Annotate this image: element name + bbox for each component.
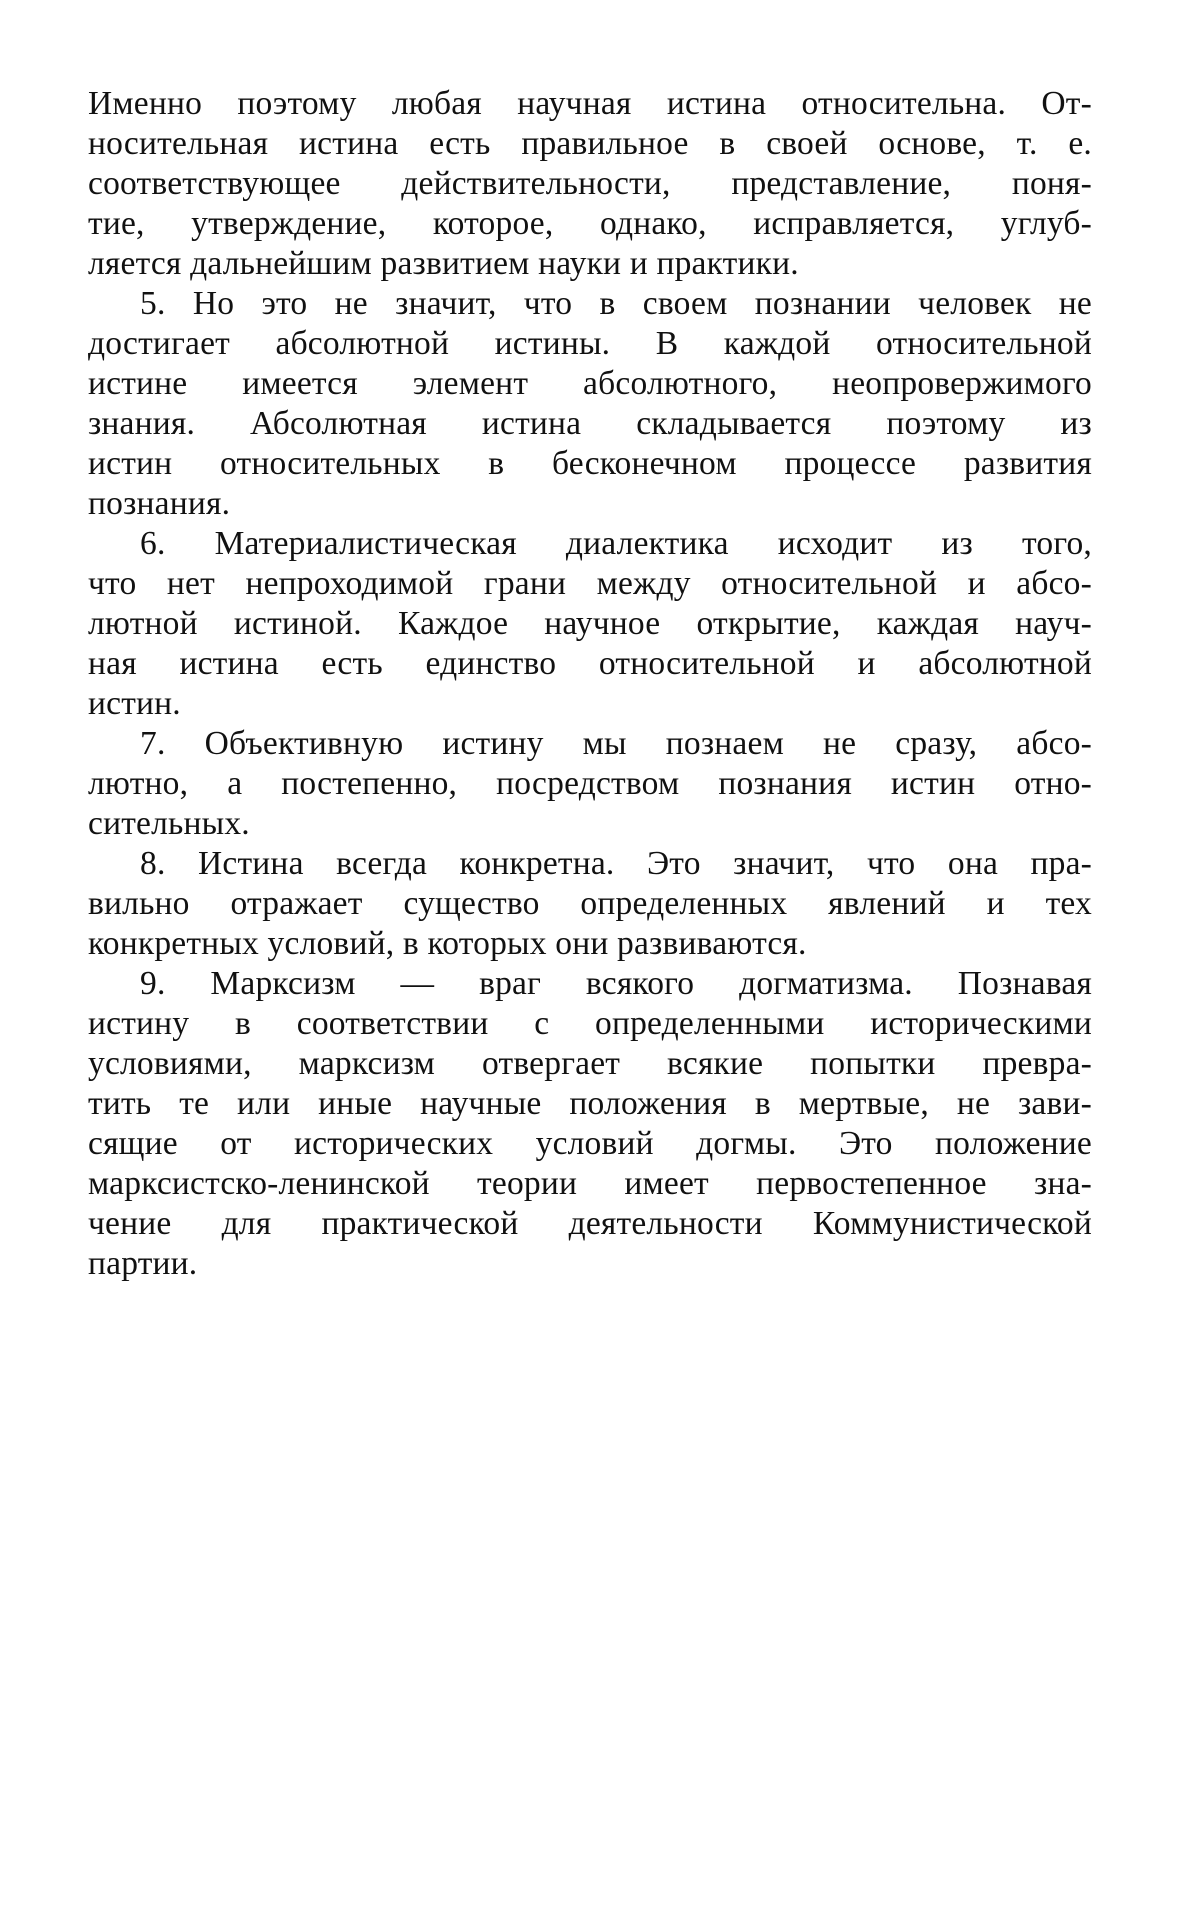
text-line: познания.: [88, 485, 231, 522]
text-line: чение для практической деятельности Коммунистической: [88, 1205, 1092, 1242]
text-line: партии.: [88, 1245, 198, 1282]
text-line: что нет непроходимой грани между относительной и абсо-: [88, 565, 1092, 602]
text-line: тие, утверждение, которое, однако, исправляется, углуб-: [88, 205, 1092, 242]
text-line: сительных.: [88, 805, 250, 842]
text-line: 5. Но это не значит, что в своем познании человек не: [140, 285, 1092, 322]
text-line: сящие от исторических условий догмы. Это положение: [88, 1125, 1092, 1162]
paragraph-6: [88, 524, 1092, 724]
paragraph-continuation: [88, 84, 1092, 284]
text-line: 6. Материалистическая диалектика исходит из того,: [140, 525, 1092, 562]
text-line: носительная истина есть правильное в своей основе, т. е.: [88, 125, 1092, 162]
paragraph-8: [88, 844, 1092, 964]
text-line: ляется дальнейшим развитием науки и практики.: [88, 245, 799, 282]
text-line: условиями, марксизм отвергает всякие попытки превра-: [88, 1045, 1092, 1082]
text-line: вильно отражает существо определенных явлений и тех: [88, 885, 1092, 922]
text-line: лютной истиной. Каждое научное открытие, каждая науч-: [88, 605, 1092, 642]
text-line: знания. Абсолютная истина складывается поэтому из: [88, 405, 1092, 442]
text-line: ная истина есть единство относительной и абсолютной: [88, 645, 1092, 682]
text-line: 9. Марксизм — враг всякого догматизма. Познавая: [140, 965, 1092, 1002]
text-line: достигает абсолютной истины. В каждой относительной: [88, 325, 1092, 362]
text-line: истин.: [88, 685, 181, 722]
paragraph-7: [88, 724, 1092, 844]
text-line: Именно поэтому любая научная истина относительна. От-: [88, 85, 1092, 122]
text-line: истин относительных в бесконечном процессе развития: [88, 445, 1092, 482]
book-page: [88, 84, 1092, 1284]
text-line: 7. Объективную истину мы познаем не сразу, абсо-: [140, 725, 1092, 762]
text-line: соответствующее действительности, представление, поня-: [88, 165, 1092, 202]
text-line: истину в соответствии с определенными историческими: [88, 1005, 1092, 1042]
paragraph-5: [88, 284, 1092, 524]
text-line: конкретных условий, в которых они развиваются.: [88, 925, 807, 962]
paragraph-9: [88, 964, 1092, 1284]
text-line: истине имеется элемент абсолютного, неопровержимого: [88, 365, 1092, 402]
text-line: марксистско-ленинской теории имеет первостепенное зна-: [88, 1165, 1092, 1202]
text-line: тить те или иные научные положения в мертвые, не зави-: [88, 1085, 1092, 1122]
text-line: лютно, а постепенно, посредством познания истин отно-: [88, 765, 1092, 802]
text-line: 8. Истина всегда конкретна. Это значит, что она пра-: [140, 845, 1092, 882]
